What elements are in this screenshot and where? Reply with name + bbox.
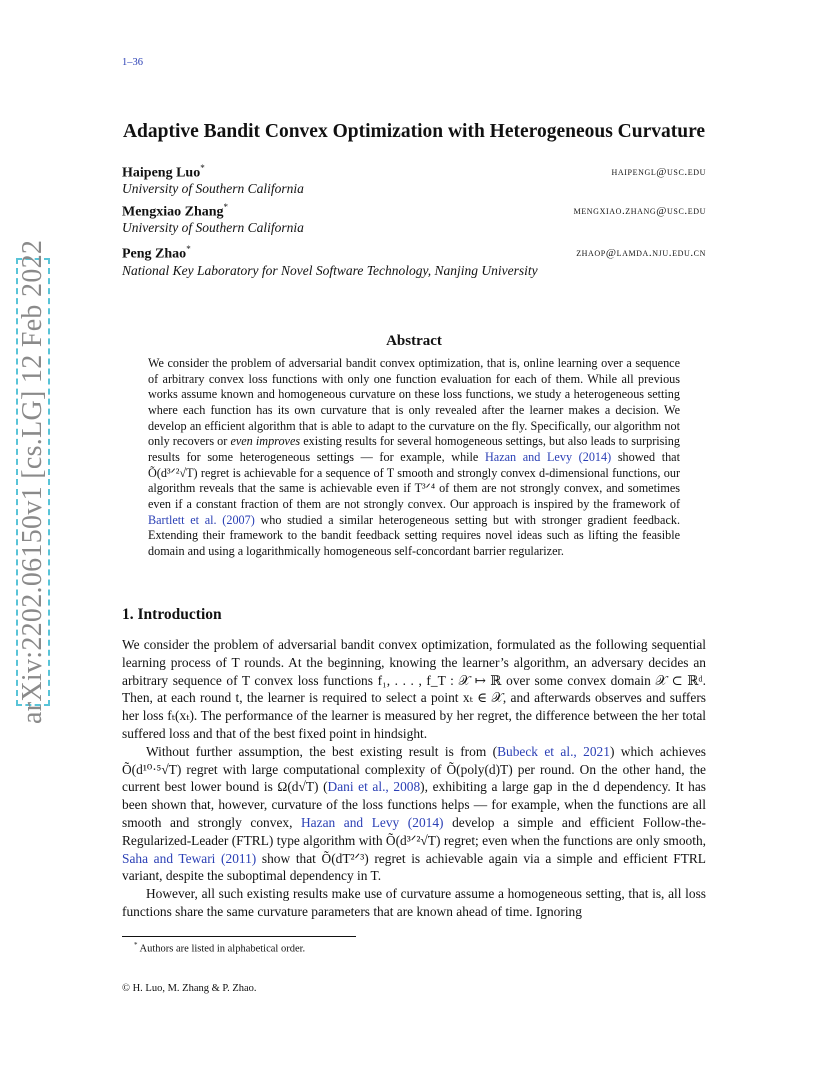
author-affiliation-1: University of Southern California — [122, 181, 304, 196]
paragraph: Without further assumption, the best existing result is from (Bubeck et al., 2021) which achieves Õ(d¹⁰·⁵√T) regret with large computational complexity of Õ(poly(d)T) per round. On the other hand, the current best lower bound is Ω(d√T) (Dani et al., 2008), exhibiting a large gap in the d dependency. It has been shown that, however, curvature of the loss functions helps — for example, when the functions are all smooth and strongly convex, Hazan and Levy (2014) develop a simple and efficient Follow-the-Regularized-Leader (FTRL) type algorithm with Õ(d³ᐟ²√T) regret; even when the functions are only smooth, Saha and Tewari (2011) show that Õ(dT²ᐟ³) regret is achievable again via a simple and efficient FTRL variant, despite the suboptimal dependency in T. — [122, 743, 706, 884]
copyright: © H. Luo, M. Zhang & P. Zhao. — [122, 983, 257, 994]
paragraph: We consider the problem of adversarial bandit convex optimization, formulated as the following sequential learning process of T rounds. At the beginning, knowing the learner’s algorithm, an adversary decides an arbitrary sequence of T convex loss functions f₁, . . . , f_T : 𝒳 ↦ ℝ over some convex domain 𝒳 ⊂ ℝᵈ. Then, at each round t, the learner is required to select a point xₜ ∈ 𝒳, and afterwards observes and suffers her loss fₜ(xₜ). The performance of the learner is measured by her regret, the difference between the her total suffered loss and that of the best fixed point in hindsight. — [122, 637, 706, 741]
citation-link[interactable]: Hazan and Levy (2014) — [301, 814, 444, 830]
arxiv-stamp[interactable]: arXiv:2202.06150v1 [cs.LG] 12 Feb 2022 — [17, 239, 48, 725]
author-affiliation-2: University of Southern California — [122, 220, 304, 235]
author-name-3: Peng Zhao* — [122, 244, 191, 262]
author-affiliation-3: National Key Laboratory for Novel Software Technology, Nanjing University — [122, 263, 538, 278]
author-name-2: Mengxiao Zhang* — [122, 202, 229, 220]
paragraph: However, all such existing results make use of curvature assume a homogeneous setting, that is, all loss functions share the same curvature parameters that are known ahead of time. Ignoring — [122, 886, 706, 919]
citation-link[interactable]: Bubeck et al., 2021 — [497, 743, 610, 759]
abstract-heading: Abstract — [386, 333, 442, 349]
page-range[interactable]: 1–36 — [122, 57, 143, 68]
author-email-1: haipengl@usc.edu — [611, 166, 706, 178]
citation-link[interactable]: Dani et al., 2008 — [327, 779, 421, 795]
citation-link[interactable]: Saha and Tewari (2011) — [122, 850, 257, 866]
section-body — [122, 636, 706, 921]
citation-link[interactable]: Bartlett et al. (2007) — [148, 512, 255, 527]
footnote: * Authors are listed in alphabetical order. — [134, 941, 306, 955]
abstract-body: We consider the problem of adversarial bandit convex optimization, that is, online learning over a sequence of arbitrary convex loss functions with only one function evaluation for each of them. While all previous works assume known and homogeneous curvature on these loss functions, we study a heterogeneous setting where each function has its own curvature that is only revealed after the learner makes a decision. We develop an efficient algorithm that is able to adapt to the curvature on the fly. Specifically, our algorithm not only recovers or even improves existing results for several homogeneous settings, but also leads to surprising results for some heterogeneous settings — for example, while Hazan and Levy (2014) showed that Õ(d³ᐟ²√T) regret is achievable for a sequence of T smooth and strongly convex d-dimensional functions, our algorithm reveals that the same is achievable even if T³ᐟ⁴ of them are not strongly convex, and sometimes even if a constant fraction of them are not strongly convex. Our approach is inspired by the framework of Bartlett et al. (2007) who studied a similar heterogeneous setting but with stronger gradient feedback. Extending their framework to the bandit feedback setting requires novel ideas such as lifting the feasible domain and using a logarithmically homogeneous self-concordant barrier regularizer. — [148, 356, 680, 558]
author-name-1: Haipeng Luo* — [122, 163, 205, 181]
author-email-2: mengxiao.zhang@usc.edu — [573, 205, 706, 217]
footnote-rule — [122, 936, 356, 937]
section-heading: 1. Introduction — [122, 606, 222, 623]
citation-link[interactable]: Hazan and Levy (2014) — [484, 449, 612, 464]
author-email-3: zhaop@lamda.nju.edu.cn — [576, 247, 706, 259]
paper-title: Adaptive Bandit Convex Optimization with Heterogeneous Curvature — [122, 121, 706, 142]
